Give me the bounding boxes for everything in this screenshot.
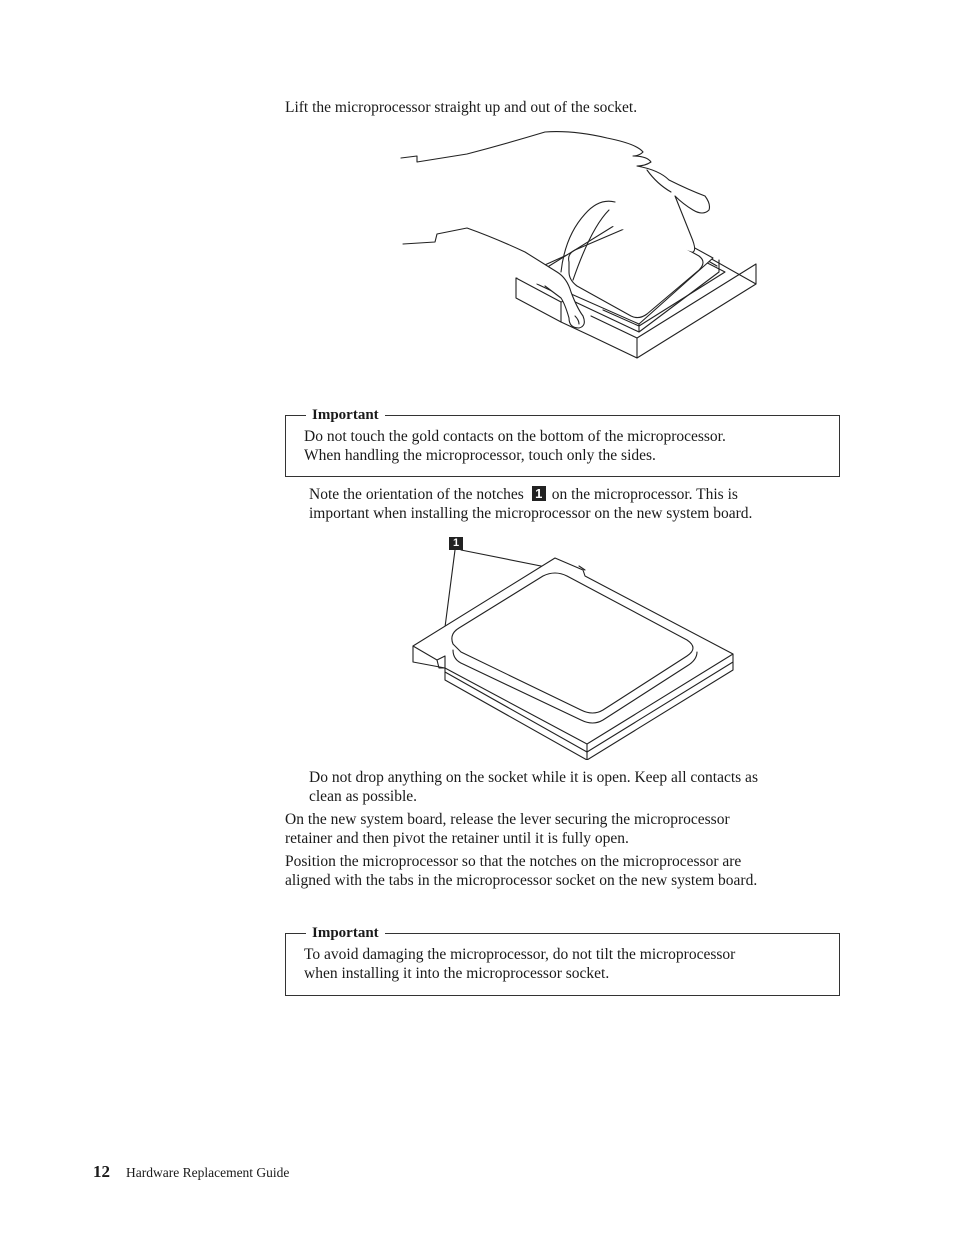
important-callout-1-line2: When handling the microprocessor, touch only the sides. [304, 447, 656, 464]
important-callout-2 [285, 925, 840, 996]
important-callout-2-title: Important [306, 925, 385, 942]
step-position-line2: aligned with the tabs in the microprocessor socket on the new system board. [285, 872, 758, 889]
page-footer [93, 1162, 289, 1182]
step-lift-text: Lift the microprocessor straight up and out of the socket. [285, 99, 638, 116]
important-callout-1-line1: Do not touch the gold contacts on the bottom of the microprocessor. [304, 428, 726, 445]
important-callout-1 [285, 407, 840, 477]
hand-lifting-microprocessor-illustration [395, 126, 765, 366]
microprocessor-notches-illustration [405, 540, 745, 760]
figure-callout-badge: 1 [449, 537, 463, 550]
important-callout-2-line1: To avoid damaging the microprocessor, do not tilt the microprocessor [304, 946, 736, 963]
important-callout-2-body [304, 945, 825, 983]
step-drop-line1: Do not drop anything on the socket while it is open. Keep all contacts as [309, 769, 758, 786]
important-callout-2-line2: when installing it into the microprocessor socket. [304, 965, 610, 982]
step-drop-line2: clean as possible. [309, 788, 418, 805]
step-note-orientation [309, 485, 738, 505]
footer-title: Hardware Replacement Guide [126, 1165, 290, 1180]
page-number: 12 [93, 1162, 110, 1181]
callout-badge: 1 [532, 486, 546, 501]
important-callout-1-body [304, 427, 825, 465]
note-text-before: Note the orientation of the notches [309, 486, 524, 503]
step-release-line2: retainer and then pivot the retainer until it is fully open. [285, 830, 629, 847]
important-callout-1-title: Important [306, 407, 385, 424]
note-text-line2: important when installing the microprocessor on the new system board. [309, 505, 753, 522]
step-release-line1: On the new system board, release the lever securing the microprocessor [285, 811, 730, 828]
step-position-line1: Position the microprocessor so that the notches on the microprocessor are [285, 853, 742, 870]
note-text-after: on the microprocessor. This is [551, 486, 738, 503]
